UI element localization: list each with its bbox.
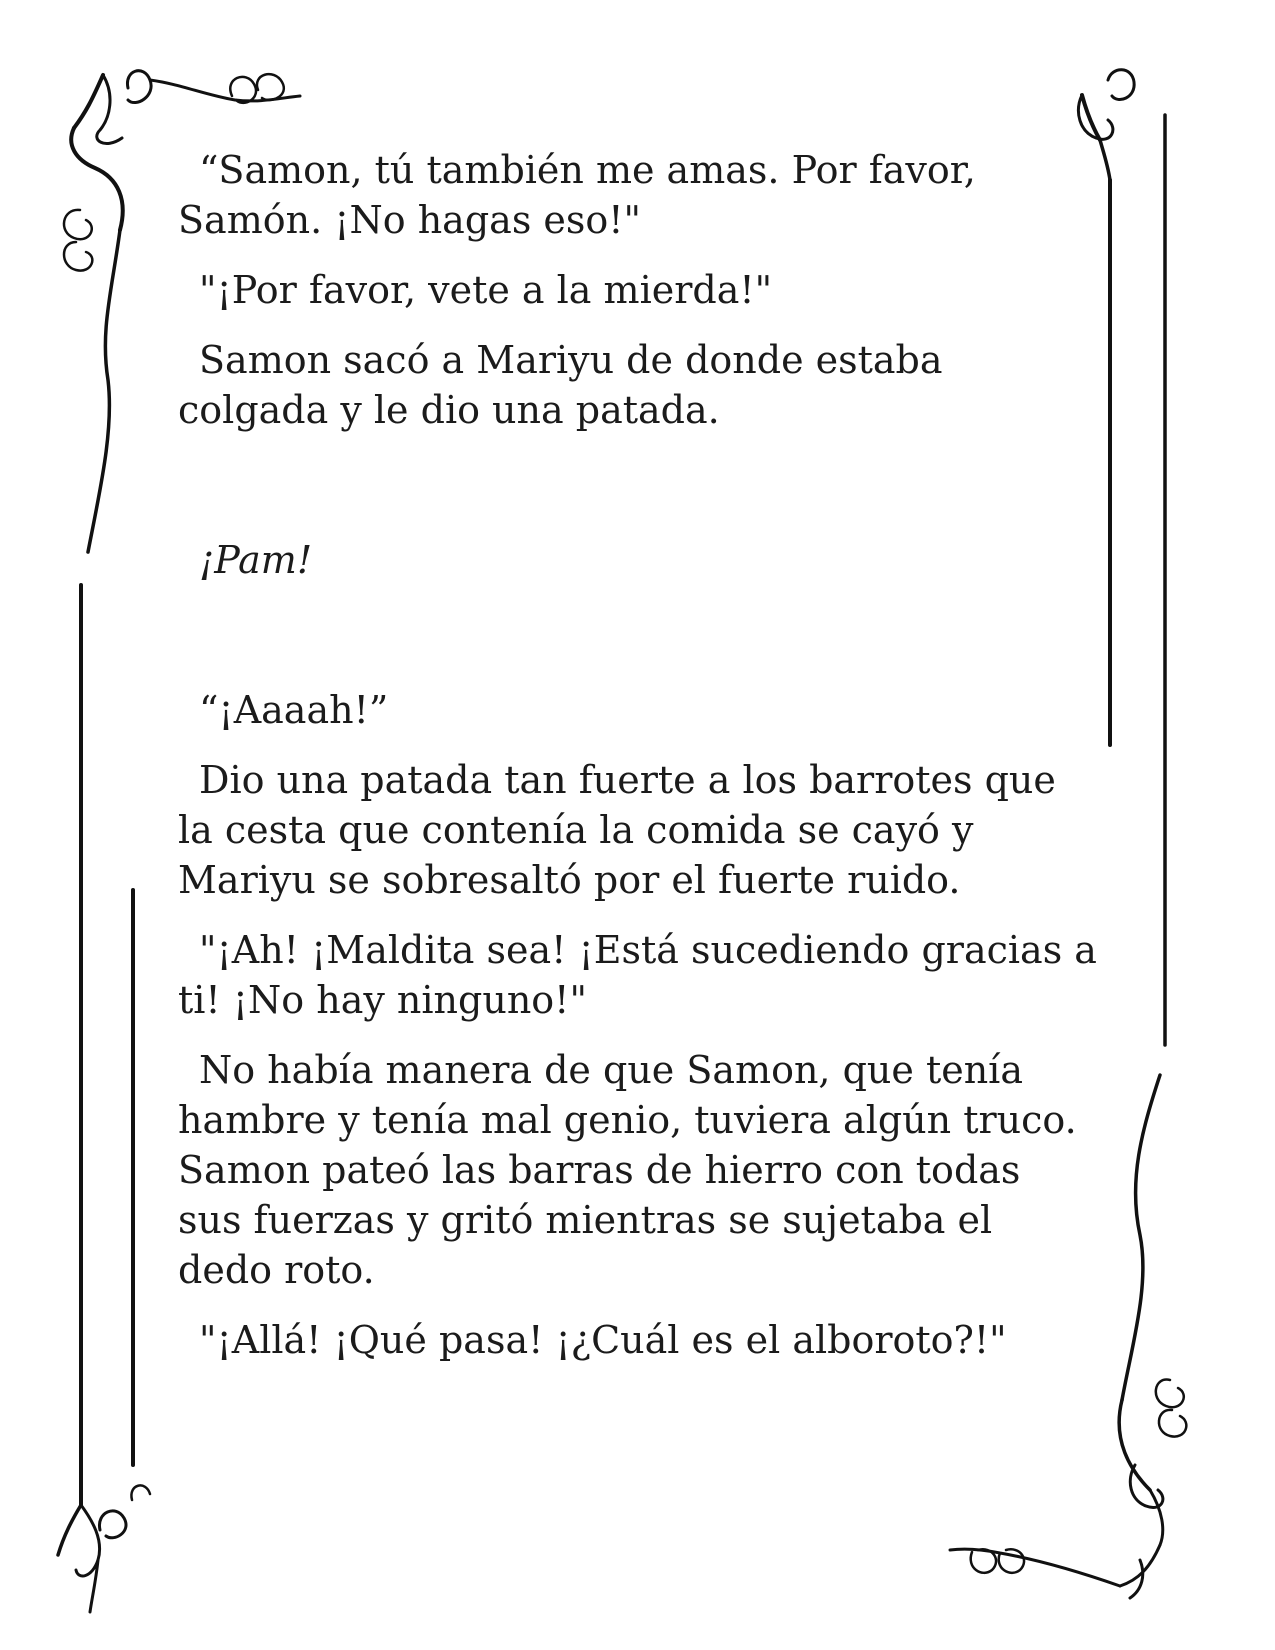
- dialogue-paragraph: "¡Ah! ¡Maldita sea! ¡Está sucediendo gracias a ti! ¡No hay ninguno!": [178, 928, 1097, 1022]
- dialogue-paragraph: "¡Por favor, vete a la mierda!": [199, 268, 773, 312]
- dialogue-paragraph: "¡Allá! ¡Qué pasa! ¡¿Cuál es el alboroto?!": [199, 1318, 1007, 1362]
- narration-paragraph: No había manera de que Samon, que tenía hambre y tenía mal genio, tuviera algún truco. Samon pateó las barras de hierro con todas sus fuerzas y gritó mientras se sujetaba el dedo roto.: [178, 1048, 1077, 1292]
- narration-paragraph: Dio una patada tan fuerte a los barrotes que la cesta que contenía la comida se cayó y Mariyu se sobresaltó por el fuerte ruido.: [178, 758, 1056, 902]
- narration-paragraph: Samon sacó a Mariyu de donde estaba colgada y le dio una patada.: [178, 338, 943, 432]
- bottom-left-flourish-ornament: [58, 1485, 150, 1612]
- sound-effect-paragraph: ¡Pam!: [199, 538, 313, 582]
- dialogue-paragraph: “¡Aaaah!”: [199, 688, 389, 732]
- dialogue-paragraph: “Samon, tú también me amas. Por favor, Samón. ¡No hagas eso!": [178, 148, 976, 242]
- story-text: [178, 145, 1103, 1365]
